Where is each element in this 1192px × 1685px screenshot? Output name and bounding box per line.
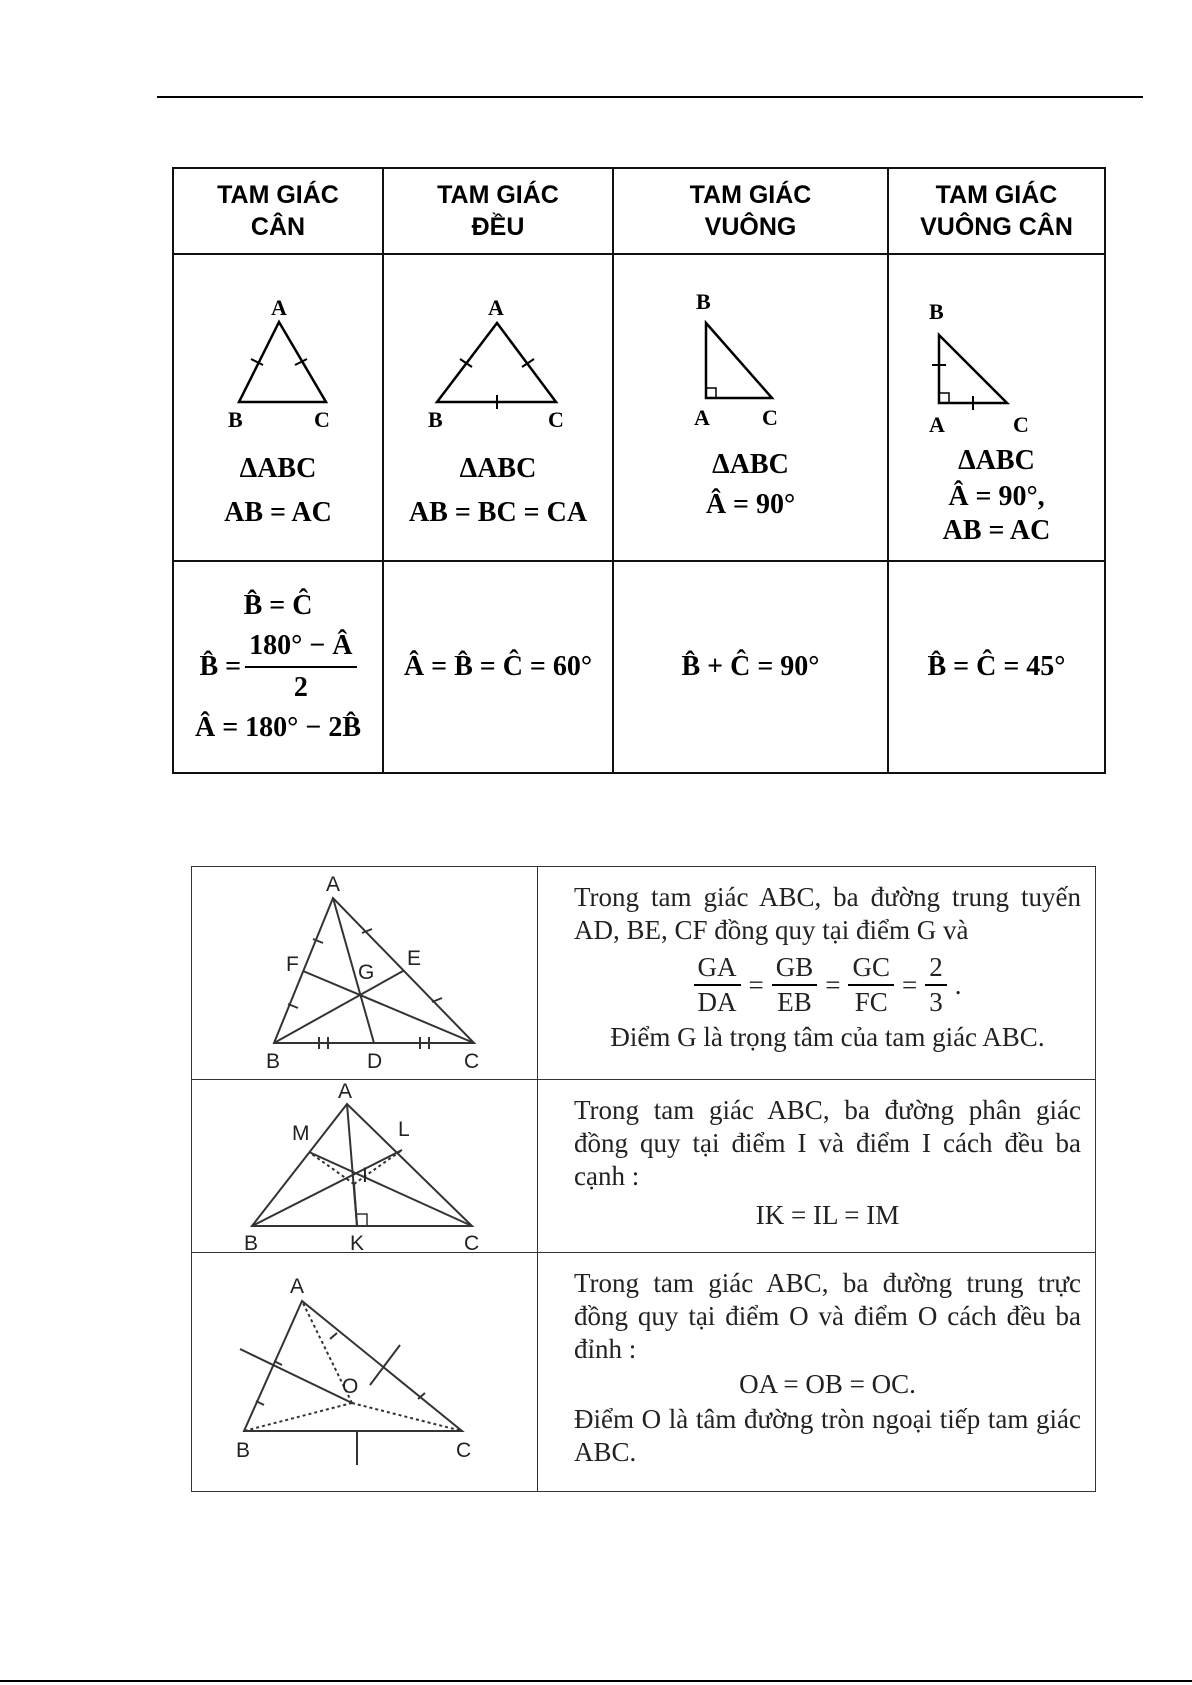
- properties-row: [173, 561, 1105, 773]
- perp-bisectors-figure: [192, 1253, 538, 1491]
- medians-figure: [192, 867, 538, 1079]
- bisectors-text-cell: [538, 1080, 1096, 1253]
- header-right-isosceles: TAM GIÁC VUÔNG CÂN: [888, 168, 1105, 254]
- label-m: M: [292, 1122, 310, 1145]
- vertex-b-label: B: [428, 407, 443, 432]
- caption-right-isosceles-1: ΔABC: [958, 445, 1035, 476]
- header-rule: [157, 96, 1143, 98]
- vertex-b-label: B: [228, 407, 243, 432]
- label-l: L: [398, 1118, 410, 1141]
- medians-text-2: Điểm G là trọng tâm của tam giác ABC.: [610, 1022, 1045, 1052]
- vertex-a-label: A: [929, 412, 945, 435]
- vertex-c-label: C: [1013, 412, 1029, 435]
- label-d: D: [367, 1050, 383, 1073]
- header-isosceles: TAM GIÁC CÂN: [173, 168, 383, 254]
- vertex-c-label: C: [762, 405, 778, 430]
- label-a: A: [338, 1080, 353, 1103]
- label-c: C: [456, 1439, 472, 1462]
- equilateral-triangle-figure: [384, 255, 614, 435]
- isosceles-triangle-figure: [174, 255, 384, 435]
- cell-isosceles-properties: [173, 561, 383, 773]
- header-right: TAM GIÁC VUÔNG: [613, 168, 888, 254]
- bisectors-figure: [192, 1080, 538, 1252]
- label-a: A: [290, 1275, 305, 1298]
- medians-text-cell: [538, 867, 1096, 1080]
- vertex-a-label: A: [488, 295, 504, 320]
- footer-rule: [0, 1680, 1192, 1682]
- isosceles-prop-3: Â = 180° − 2B̂: [194, 712, 361, 743]
- caption-right-1: ΔABC: [712, 449, 789, 480]
- header-equilateral: TAM GIÁC ĐỀU: [383, 168, 613, 254]
- cell-right-properties: [613, 561, 888, 773]
- bisectors-text-1: Trong tam giác ABC, ba đường phân giác đồng quy tại điểm I và điểm I cách đều ba cạnh :: [574, 1095, 1081, 1191]
- cell-right-isosceles-properties: [888, 561, 1105, 773]
- medians-figure-cell: [192, 867, 538, 1080]
- label-e: E: [407, 947, 422, 970]
- medians-text-1: Trong tam giác ABC, ba đường trung tuyến AD, BE, CF đồng quy tại điểm G và: [574, 882, 1081, 945]
- cell-right-isosceles-figure: [888, 254, 1105, 561]
- label-i: I: [362, 1164, 368, 1187]
- caption-equilateral-1: ΔABC: [459, 453, 537, 484]
- caption-right-2: Â = 90°: [705, 489, 796, 520]
- bisectors-row: [192, 1080, 1096, 1253]
- label-f: F: [286, 953, 299, 976]
- figure-row: [173, 254, 1105, 561]
- label-a: A: [326, 873, 341, 896]
- label-o: O: [342, 1375, 359, 1398]
- concurrent-lines-table: [191, 866, 1096, 1492]
- medians-row: [192, 867, 1096, 1080]
- perp-bisectors-figure-cell: [192, 1253, 538, 1492]
- perp-bisectors-eq: OA = OB = OC.: [739, 1369, 916, 1399]
- cell-equilateral-figure: [383, 254, 613, 561]
- label-b: B: [266, 1050, 281, 1073]
- label-b: B: [236, 1439, 251, 1462]
- vertex-c-label: C: [314, 407, 330, 432]
- equilateral-prop: Â = B̂ = Ĉ = 60°: [403, 651, 593, 682]
- right-isosceles-triangle-figure: [889, 255, 1106, 435]
- isosceles-prop-2: B̂ = $\frac{180^\circ - Â}{2}$: [174, 626, 382, 708]
- perp-bisectors-text-cell: [538, 1253, 1096, 1492]
- right-triangle-figure: [614, 255, 889, 435]
- caption-right-isosceles-2: Â = 90°,: [948, 481, 1045, 512]
- vertex-c-label: C: [548, 407, 564, 432]
- vertex-b-label: B: [696, 289, 711, 314]
- label-g: G: [358, 961, 375, 984]
- cell-equilateral-properties: [383, 561, 613, 773]
- cell-right-figure: [613, 254, 888, 561]
- right-prop: B̂ + Ĉ = 90°: [681, 651, 820, 682]
- vertex-a-label: A: [694, 405, 710, 430]
- triangle-types-table: [172, 167, 1106, 774]
- perp-bisectors-text-1: Trong tam giác ABC, ba đường trung trực đồng quy tại điểm O và điểm O cách đều ba đỉnh :: [574, 1268, 1081, 1364]
- label-b: B: [244, 1232, 259, 1252]
- label-c: C: [464, 1050, 480, 1073]
- caption-isosceles-2: AB = AC: [224, 497, 332, 528]
- vertex-b-label: B: [929, 299, 944, 324]
- label-c: C: [464, 1232, 480, 1252]
- bisectors-figure-cell: [192, 1080, 538, 1253]
- perpendicular-bisectors-row: [192, 1253, 1096, 1492]
- cell-isosceles-figure: [173, 254, 383, 561]
- right-isosceles-prop: B̂ = Ĉ = 45°: [927, 651, 1066, 682]
- label-k: K: [350, 1232, 365, 1252]
- isosceles-prop-1: B̂ = Ĉ: [243, 590, 313, 621]
- perp-bisectors-text-2: Điểm O là tâm đường tròn ngoại tiếp tam giác ABC.: [574, 1404, 1081, 1467]
- bisectors-eq: IK = IL = IM: [755, 1200, 900, 1230]
- caption-right-isosceles-3: AB = AC: [942, 515, 1051, 546]
- vertex-a-label: A: [271, 295, 287, 320]
- header-row: [173, 168, 1105, 254]
- caption-equilateral-2: AB = BC = CA: [408, 497, 588, 528]
- caption-isosceles-1: ΔABC: [239, 453, 317, 484]
- medians-ratio: $\frac{GA}{DA}$ = $\frac{GB}{EB}$ = $\frac{GC}{FC}$ = $\frac{2}{3}$ .: [574, 951, 1081, 1019]
